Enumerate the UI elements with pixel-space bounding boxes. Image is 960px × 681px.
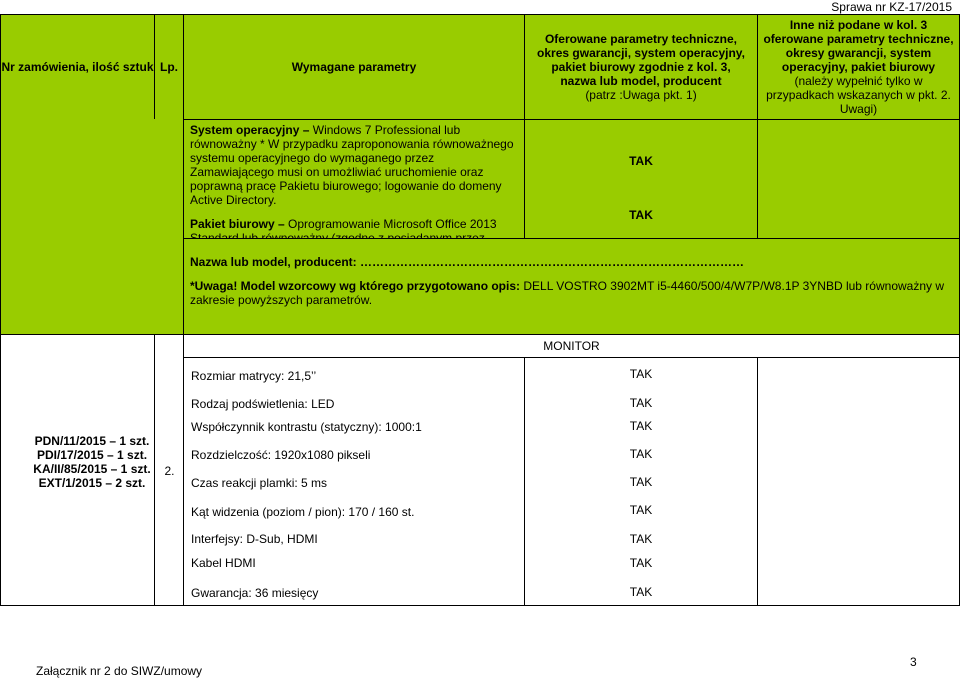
monitor-param-label: Kąt widzenia (poziom / pion): 170 / 160 st. <box>191 505 415 519</box>
page-number: 3 <box>910 655 917 669</box>
monitor-param-answer: TAK <box>629 367 653 381</box>
software-answers-cell <box>524 119 758 239</box>
monitor-param-answer: TAK <box>629 419 653 433</box>
header-offered-params <box>524 14 758 120</box>
header-other-line3: (należy wypełnić tylko w przypadkach wskazanych w pkt. 2. Uwagi) <box>766 74 951 116</box>
case-reference: Sprawa nr KZ-17/2015 <box>831 0 952 14</box>
note-prefix: *Uwaga! Model wzorcowy wg którego przygotowano opis: <box>190 279 521 293</box>
monitor-param-label: Interfejsy: D-Sub, HDMI <box>191 532 318 546</box>
monitor-param-answer: TAK <box>629 585 653 599</box>
header-other-line1: Inne niż podane w kol. 3 <box>789 18 928 32</box>
monitor-param-label: Rozmiar matrycy: 21,5’’ <box>191 369 317 383</box>
header-required-params: Wymagane parametry <box>183 14 525 120</box>
header-order-qty: Nr zamówienia, ilość sztuk <box>0 14 155 120</box>
monitor-param-answer: TAK <box>629 447 653 461</box>
header-other-line2: oferowane parametry techniczne, okresy gwarancji, system operacyjny, pakiet biurowy <box>763 32 954 74</box>
monitor-param-label: Kabel HDMI <box>191 556 256 570</box>
monitor-param-answer: TAK <box>629 532 653 546</box>
software-params-cell <box>183 119 525 239</box>
note-text: DELL VOSTRO 3902MT i5-4460/500/4/W7P/W8.1P 3YNBD lub równoważny w zakresie powyższych parametrów. <box>190 279 945 307</box>
os-answer: TAK <box>629 154 653 168</box>
monitor-param-label: Czas reakcji plamki: 5 ms <box>191 476 328 490</box>
model-note <box>190 279 953 307</box>
os-text: Windows 7 Professional lub równoważny * W przypadku zaproponowania równoważnego systemu operacyjnego do wymaganego przez Zamawiającego musi on umożliwiać uruchomienie oraz poprawną pracę Pakietu biurowego; logowanie do domeny Active Directory. <box>190 123 514 207</box>
footer-attachment: Załącznik nr 2 do SIWZ/umowy <box>36 664 203 678</box>
monitor-order-line-1: PDN/11/2015 – 1 szt. <box>34 434 150 448</box>
header-other-params <box>757 14 960 120</box>
os-requirement <box>190 123 518 207</box>
monitor-param-label: Rozdzielczość: 1920x1080 pikseli <box>191 448 371 462</box>
monitor-order-line-2: PDI/17/2015 – 1 szt. <box>36 448 148 462</box>
monitor-order-line-3: KA/II/85/2015 – 1 szt. <box>33 462 151 476</box>
monitor-param-label: Współczynnik kontrastu (statyczny): 1000:1 <box>191 420 422 434</box>
monitor-param-label: Gwarancja: 36 miesięcy <box>191 586 319 600</box>
header-offered-line2: nazwa lub model, producent <box>560 74 722 88</box>
software-left-blank <box>0 119 184 239</box>
os-label: System operacyjny – <box>190 123 310 137</box>
monitor-other-cell <box>757 357 960 606</box>
header-offered-line3: (patrz :Uwaga pkt. 1) <box>585 88 697 102</box>
header-offered-line1: Oferowane parametry techniczne, okres gwarancji, system operacyjny, pakiet biurowy zgodnie z kol. 3, <box>537 32 745 74</box>
monitor-param-answer: TAK <box>629 475 653 489</box>
monitor-title: MONITOR <box>183 334 960 358</box>
office-text: Oprogramowanie Microsoft Office 2013 <box>288 217 497 231</box>
header-lp: Lp. <box>154 14 184 120</box>
monitor-param-answer: TAK <box>629 396 653 410</box>
monitor-param-label: Rodzaj podświetlenia: LED <box>191 397 335 411</box>
model-producer-line: Nazwa lub model, producent: …………………………………………………………………………………… <box>190 255 745 269</box>
monitor-param-answer: TAK <box>629 556 653 570</box>
monitor-order-line-4: EXT/1/2015 – 2 szt. <box>38 476 146 490</box>
software-other-cell <box>757 119 960 239</box>
note-left-blank <box>0 238 184 335</box>
office-answer: TAK <box>629 208 653 222</box>
monitor-lp-cell <box>154 334 184 606</box>
office-label: Pakiet biurowy – <box>190 217 285 231</box>
monitor-lp: 2. <box>164 464 175 478</box>
monitor-param-answer: TAK <box>629 503 653 517</box>
note-cell <box>183 238 960 335</box>
